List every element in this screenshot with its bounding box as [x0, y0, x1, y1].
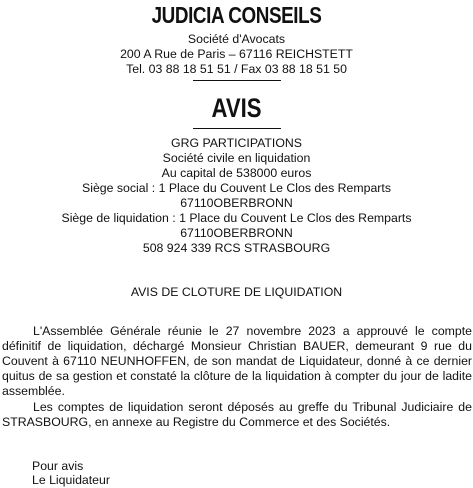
paragraph-filing-text: Les comptes de liquidation seront déposés au greffe du Tribunal Judiciaire de STRASBOURG, en annexe au Registre du Commerce et des Sociétés.: [2, 400, 472, 429]
firm-phone-fax: Tel. 03 88 18 51 51 / Fax 03 88 18 51 50: [126, 62, 347, 76]
closing-signatory: Le Liquidateur: [32, 473, 110, 487]
firm-type: Société d'Avocats: [187, 32, 286, 46]
header-divider: [193, 80, 281, 81]
closing-for-notice: Pour avis: [32, 459, 84, 473]
company-rcs: 508 924 339 RCS STRASBOURG: [142, 241, 331, 255]
paragraph-approval-text: L'Assemblée Générale réunie le 27 novembre 2023 a approuvé le compte définitif de liquidation, déchargé Monsieur Christian BAUER, demeurant 9 rue du Couvent à 67110 NEUNHOFFEN, de son mandat de Liquidateur, donné à ce dernier quitus de sa gestion et constaté la clôture de la liquidation à compter du jour de ladite assemblée.: [2, 324, 472, 398]
title-divider: [193, 128, 281, 129]
firm-address: 200 A Rue de Paris – 67116 REICHSTETT: [120, 47, 353, 61]
registered-office-city: 67110OBERBRONN: [180, 196, 293, 210]
notice-subtitle: AVIS DE CLOTURE DE LIQUIDATION: [130, 285, 343, 299]
company-form: Société civile en liquidation: [162, 151, 311, 165]
liquidation-office: Siège de liquidation : 1 Place du Couvent Le Clos des Remparts: [61, 211, 412, 225]
company-name: GRG PARTICIPATIONS: [171, 136, 302, 150]
company-capital: Au capital de 538000 euros: [161, 166, 312, 180]
paragraph-filing: [2, 400, 472, 430]
registered-office: Siège social : 1 Place du Couvent Le Clos des Remparts: [82, 181, 391, 195]
notice-title: AVIS: [211, 93, 262, 123]
paragraph-approval: [2, 324, 472, 399]
firm-name: JUDICIA CONSEILS: [151, 2, 322, 28]
liquidation-office-city: 67110OBERBRONN: [180, 226, 293, 240]
